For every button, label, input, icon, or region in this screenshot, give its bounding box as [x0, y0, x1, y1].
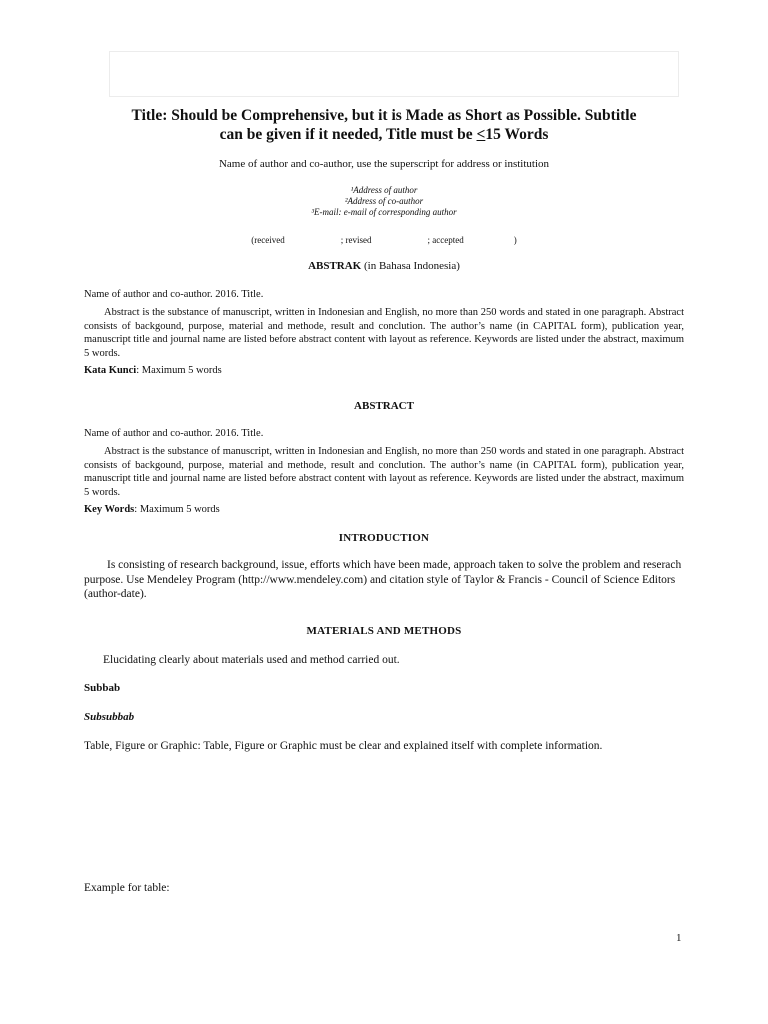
- table-figure-note: Table, Figure or Graphic: Table, Figure or Graphic must be clear and explained itself with complete information.: [84, 740, 603, 752]
- introduction-heading: INTRODUCTION: [338, 532, 430, 544]
- address-block: [60, 185, 708, 218]
- abstrak-heading-rest: (in Bahasa Indonesia): [361, 260, 460, 272]
- title-less-equal-symbol: <: [476, 126, 486, 143]
- abstrak-keyword-label: Kata Kunci: [84, 365, 137, 376]
- abstract-keyword-value: : Maximum 5 words: [134, 504, 220, 515]
- paper-title: [60, 106, 708, 144]
- abstrak-heading: [60, 259, 708, 273]
- address-email: ³E-mail: e-mail of corresponding author: [311, 207, 457, 217]
- page-number: 1: [676, 932, 682, 944]
- abstrak-body-block: [84, 306, 684, 360]
- date-close: ): [513, 235, 517, 245]
- abstrak-keyword-value: : Maximum 5 words: [136, 365, 222, 376]
- date-received: (received: [251, 235, 285, 245]
- methods-heading: MATERIALS AND METHODS: [306, 625, 462, 637]
- methods-body: Elucidating clearly about materials used and method carried out.: [103, 654, 400, 666]
- address-co-author: ²Address of co-author: [344, 196, 424, 206]
- author-line: Name of author and co-author, use the superscript for address or institution: [218, 158, 550, 170]
- table-example-label: Example for table:: [84, 882, 170, 894]
- title-line-2-prefix: can be given if it needed, Title must be: [219, 126, 477, 143]
- subbab-heading: Subbab: [84, 682, 121, 694]
- abstract-body: Abstract is the substance of manuscript, written in Indonesian and English, no more than 250 words and stated in one paragraph. Abstract consists of backgound, purpose, material and methode, result and conclution. The author’s name (in CAPITAL form), publication year, manuscript title and journal name are listed before abstract content with layout as reference. Keywords are listed under the abstract, maximum 5 words.: [84, 446, 684, 498]
- abstract-body-block: [84, 445, 684, 499]
- title-line-1: Title: Should be Comprehensive, but it is Made as Short as Possible. Subtitle: [131, 107, 637, 124]
- subsubbab-heading: Subsubbab: [84, 711, 135, 723]
- abstract-keywords: [84, 503, 220, 517]
- header-box: [109, 51, 679, 97]
- date-accepted: ; accepted: [427, 235, 464, 245]
- submission-dates: [60, 234, 708, 246]
- introduction-block: [84, 558, 688, 602]
- abstrak-keywords: [84, 364, 222, 378]
- abstrak-citation: Name of author and co-author. 2016. Title.: [84, 289, 264, 300]
- abstract-keyword-label: Key Words: [84, 504, 135, 515]
- title-line-2-suffix: 15 Words: [485, 126, 549, 143]
- address-author: ¹Address of author: [350, 185, 418, 195]
- abstract-heading: ABSTRACT: [354, 400, 414, 412]
- abstrak-heading-bold: ABSTRAK: [308, 260, 362, 272]
- abstrak-body: Abstract is the substance of manuscript, written in Indonesian and English, no more than 250 words and stated in one paragraph. Abstract consists of backgound, purpose, material and methode, result and conclution. The author’s name (in CAPITAL form), publication year, manuscript title and journal name are listed before abstract content with layout as reference. Keywords are listed under the abstract, maximum 5 words.: [84, 307, 684, 359]
- abstract-citation: Name of author and co-author. 2016. Title.: [84, 428, 264, 439]
- introduction-body: Is consisting of research background, issue, efforts which have been made, approach taken to solve the problem and reserach purpose. Use Mendeley Program (http://www.mendeley.com) and citation style of Taylor & Francis - Council of Science Editors (author-date).: [84, 559, 682, 600]
- date-revised: ; revised: [340, 235, 372, 245]
